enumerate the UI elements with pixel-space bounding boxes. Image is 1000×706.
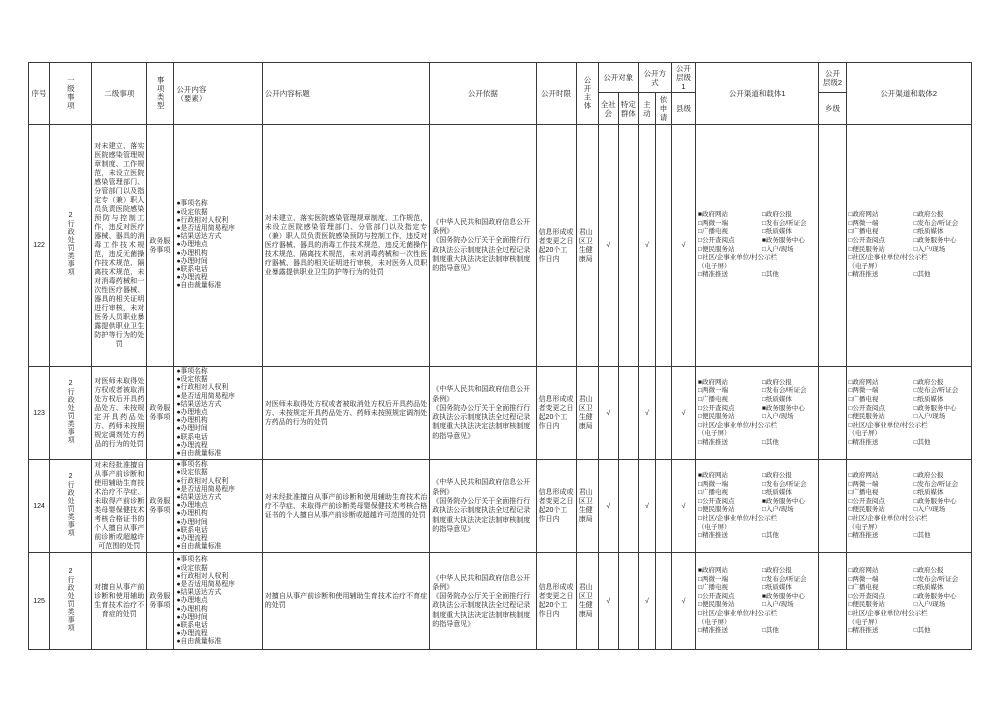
cell-level2-item: 对医师未取得处方权或者被取消处方权后开具药品处方、未按规定开具药品处方、药师未按照规定调剂处方药品的行为的处罚 (92, 367, 147, 460)
cell-subject: 君山区卫生健康局 (576, 553, 598, 650)
cell-serial: 122 (29, 125, 50, 367)
header-target-all: 全社会 (598, 93, 618, 125)
cell-check-xianji: √ (671, 367, 695, 460)
cell-check-xiangji (819, 460, 846, 553)
header-level2: 二级事项 (92, 63, 147, 125)
header-basis: 公开依据 (430, 63, 536, 125)
cell-item-type: 政务服务事项 (147, 460, 174, 553)
cell-subject: 君山区卫生健康局 (576, 460, 598, 553)
cell-level1-item: 2行政处罚类事项 (50, 367, 92, 460)
header-tier1-group: 公开层级1 (671, 63, 695, 93)
cell-check-xianji: √ (671, 553, 695, 650)
cell-time-limit: 信息形成或者变更之日起20个工作日内 (536, 553, 576, 650)
cell-check-quanshehui: √ (598, 553, 618, 650)
cell-check-zhudong: √ (638, 460, 655, 553)
cell-check-teding (618, 460, 638, 553)
cell-content-elements: ●事项名称 ●设定依据 ●行政相对人权利 ●是否适用简易程序 ●结果送达方式 ●办理地点 ●办理机构 ●办理时间 ●联系电话 ●办理流程 ●自由裁量标准 (174, 367, 262, 460)
cell-check-teding (618, 367, 638, 460)
cell-level1-item: 2行政处罚类事项 (50, 125, 92, 367)
cell-basis: 《中华人民共和国政府信息公开条例》 《国务院办公厅关于全面推行行政执法公示制度执法全过程记录制度重大执法决定法制审核制度的指导意见》 (430, 460, 536, 553)
cell-check-yishenqing (655, 367, 671, 460)
table-body (29, 125, 972, 650)
cell-check-teding (618, 553, 638, 650)
cell-check-quanshehui: √ (598, 367, 618, 460)
cell-check-quanshehui: √ (598, 460, 618, 553)
header-content-title: 公开内容标题 (262, 63, 430, 125)
cell-time-limit: 信息形成或者变更之日起20个工作日内 (536, 125, 576, 367)
header-item-type: 事项类型 (147, 63, 174, 125)
cell-channels2: □政府网站 □政府公报 □两微一端 □发布会/听证会 □广播电视 □纸质媒体 □公开查阅点 □政务服务中心 □便民服务站 □入户/现场 □社区/企事业单位/村公示栏 （电子屏） □精准推送 □其他 (846, 460, 972, 553)
cell-check-yishenqing (655, 460, 671, 553)
header-time-limit: 公开时限 (536, 63, 576, 125)
header-level1: 一级事项 (50, 63, 92, 125)
cell-level2-item: 对未经批准擅自从事产前诊断和使用辅助生育技术治疗不孕症、未取得产前诊断类母婴保健技术考核合格证书的个人擅自从事产前诊断或超越许可范围的处罚 (92, 460, 147, 553)
cell-level1-item: 2行政处罚类事项 (50, 460, 92, 553)
cell-subject: 君山区卫生健康局 (576, 367, 598, 460)
header-tier1-county: 县级 (671, 93, 695, 125)
cell-content-title: 对擅自从事产前诊断和使用辅助生育技术治疗不育症的处罚 (262, 553, 430, 650)
cell-content-title: 对未经批准擅自从事产前诊断和使用辅助生育技术治疗不孕症、未取得产前诊断类母婴保健技术考核合格证书的个人擅自从事产前诊断或超越许可范围的处罚 (262, 460, 430, 553)
cell-channels1: ■政府网站 □政府公报 □两微一端 □发布会/听证会 □广播电视 □纸质媒体 □公开查阅点 ■政务服务中心 □便民服务站 □入户/现场 □社区/企事业单位/村公示栏 （电子屏） □精准推送 □其他 (696, 460, 819, 553)
disclosure-table (28, 62, 972, 650)
header-channels2: 公开渠道和载体2 (846, 63, 972, 125)
cell-check-quanshehui: √ (598, 125, 618, 367)
cell-channels1: ■政府网站 □政府公报 □两微一端 □发布会/听证会 □广播电视 □纸质媒体 □公开查阅点 ■政务服务中心 □便民服务站 □入户/现场 □社区/企事业单位/村公示栏 （电子屏） □精准推送 □其他 (696, 367, 819, 460)
header-content-elements: 公开内容（要素） (174, 63, 262, 125)
cell-check-xianji: √ (671, 125, 695, 367)
header-tier2-group: 公开层级2 (819, 63, 846, 93)
cell-channels2: □政府网站 □政府公报 □两微一端 □发布会/听证会 □广播电视 □纸质媒体 □公开查阅点 □政务服务中心 □便民服务站 □入户/现场 □社区/企事业单位/村公示栏 （电子屏） □精准推送 □其他 (846, 367, 972, 460)
cell-time-limit: 信息形成或者变更之日起20个工作日内 (536, 460, 576, 553)
header-channels1: 公开渠道和载体1 (696, 63, 819, 125)
cell-content-title: 对医师未取得处方权或者被取消处方权后开具药品处方、未按规定开具药品处方、药师未按照规定调剂处方药品的行为的处罚 (262, 367, 430, 460)
cell-serial: 124 (29, 460, 50, 553)
cell-channels1: ■政府网站 □政府公报 □两微一端 □发布会/听证会 □广播电视 □纸质媒体 □公开查阅点 ■政务服务中心 □便民服务站 □入户/现场 □社区/企事业单位/村公示栏 （电子屏） □精准推送 □其他 (696, 125, 819, 367)
cell-basis: 《中华人民共和国政府信息公开条例》 《国务院办公厅关于全面推行行政执法公示制度执法全过程记录制度重大执法决定法制审核制度的指导意见》 (430, 125, 536, 367)
header-method-group: 公开方式 (638, 63, 671, 93)
cell-basis: 《中华人民共和国政府信息公开条例》 《国务院办公厅关于全面推行行政执法公示制度执法全过程记录制度重大执法决定法制审核制度的指导意见》 (430, 367, 536, 460)
cell-check-yishenqing (655, 125, 671, 367)
table-header (29, 63, 972, 125)
cell-channels1: ■政府网站 □政府公报 □两微一端 □发布会/听证会 □广播电视 □纸质媒体 □公开查阅点 ■政务服务中心 □便民服务站 □入户/现场 □社区/企事业单位/村公示栏 （电子屏） □精准推送 □其他 (696, 553, 819, 650)
cell-serial: 123 (29, 367, 50, 460)
header-tier2-township: 乡级 (819, 93, 846, 125)
cell-level2-item: 对未建立、落实医院感染管理规章制度、工作规范，未设立医院感染管理部门、分管部门以及指定专（兼）职人员负责医院感染预防与控制工作，违反对医疗器械、器具的消毒工作技术规范，违反无菌操作技术规范、隔离技术规范，未对消毒药械和一次性医疗器械、器具的相关证明进行审核，未对医务人员职业暴露提供职业卫生防护等行为的处罚 (92, 125, 147, 367)
cell-check-zhudong: √ (638, 553, 655, 650)
cell-item-type: 政务服务事项 (147, 367, 174, 460)
cell-subject: 君山区卫生健康局 (576, 125, 598, 367)
cell-item-type: 政务服务事项 (147, 125, 174, 367)
header-subject: 公开主体 (576, 63, 598, 125)
header-target-specific: 特定群体 (618, 93, 638, 125)
cell-time-limit: 信息形成或者变更之日起20个工作日内 (536, 367, 576, 460)
cell-content-elements: ●事项名称 ●设定依据 ●行政相对人权利 ●是否适用简易程序 ●结果送达方式 ●办理地点 ●办理机构 ●办理时间 ●联系电话 ●办理流程 ●自由裁量标准 (174, 553, 262, 650)
header-serial: 序号 (29, 63, 50, 125)
cell-check-xiangji (819, 553, 846, 650)
cell-check-zhudong: √ (638, 367, 655, 460)
cell-serial: 125 (29, 553, 50, 650)
cell-check-xiangji (819, 125, 846, 367)
cell-basis: 《中华人民共和国政府信息公开条例》 《国务院办公厅关于全面推行行政执法公示制度执法全过程记录制度重大执法决定法制审核制度的指导意见》 (430, 553, 536, 650)
cell-check-teding (618, 125, 638, 367)
cell-content-title: 对未建立、落实医院感染管理规章制度、工作规范，未设立医院感染管理部门、分管部门以及指定专（兼）职人员负责医院感染预防与控制工作，违反对医疗器械、器具的消毒工作技术规范，违反无菌操作技术规范、隔离技术规范，未对消毒药械和一次性医疗器械、器具的相关证明进行审核，未对医务人员职业暴露提供职业卫生防护等行为的处罚 (262, 125, 430, 367)
cell-channels2: □政府网站 □政府公报 □两微一端 □发布会/听证会 □广播电视 □纸质媒体 □公开查阅点 □政务服务中心 □便民服务站 □入户/现场 □社区/企事业单位/村公示栏 （电子屏） □精准推送 □其他 (846, 125, 972, 367)
cell-channels2: □政府网站 □政府公报 □两微一端 □发布会/听证会 □广播电视 □纸质媒体 □公开查阅点 □政务服务中心 □便民服务站 □入户/现场 □社区/企事业单位/村公示栏 （电子屏） □精准推送 □其他 (846, 553, 972, 650)
header-method-active: 主动 (638, 93, 655, 125)
header-target-group: 公开对象 (598, 63, 638, 93)
cell-check-yishenqing (655, 553, 671, 650)
cell-content-elements: ●事项名称 ●设定依据 ●行政相对人权利 ●是否适用简易程序 ●结果送达方式 ●办理地点 ●办理机构 ●办理时间 ●联系电话 ●办理流程 ●自由裁量标准 (174, 125, 262, 367)
cell-level1-item: 2行政处罚类事项 (50, 553, 92, 650)
cell-item-type: 政务服务事项 (147, 553, 174, 650)
cell-check-zhudong: √ (638, 125, 655, 367)
cell-check-xiangji (819, 367, 846, 460)
header-method-request: 依申请 (655, 93, 671, 125)
cell-level2-item: 对擅自从事产前诊断和使用辅助生育技术治疗不育症的处罚 (92, 553, 147, 650)
cell-check-xianji: √ (671, 460, 695, 553)
cell-content-elements: ●事项名称 ●设定依据 ●行政相对人权利 ●是否适用简易程序 ●结果送达方式 ●办理地点 ●办理机构 ●办理时间 ●联系电话 ●办理流程 ●自由裁量标准 (174, 460, 262, 553)
